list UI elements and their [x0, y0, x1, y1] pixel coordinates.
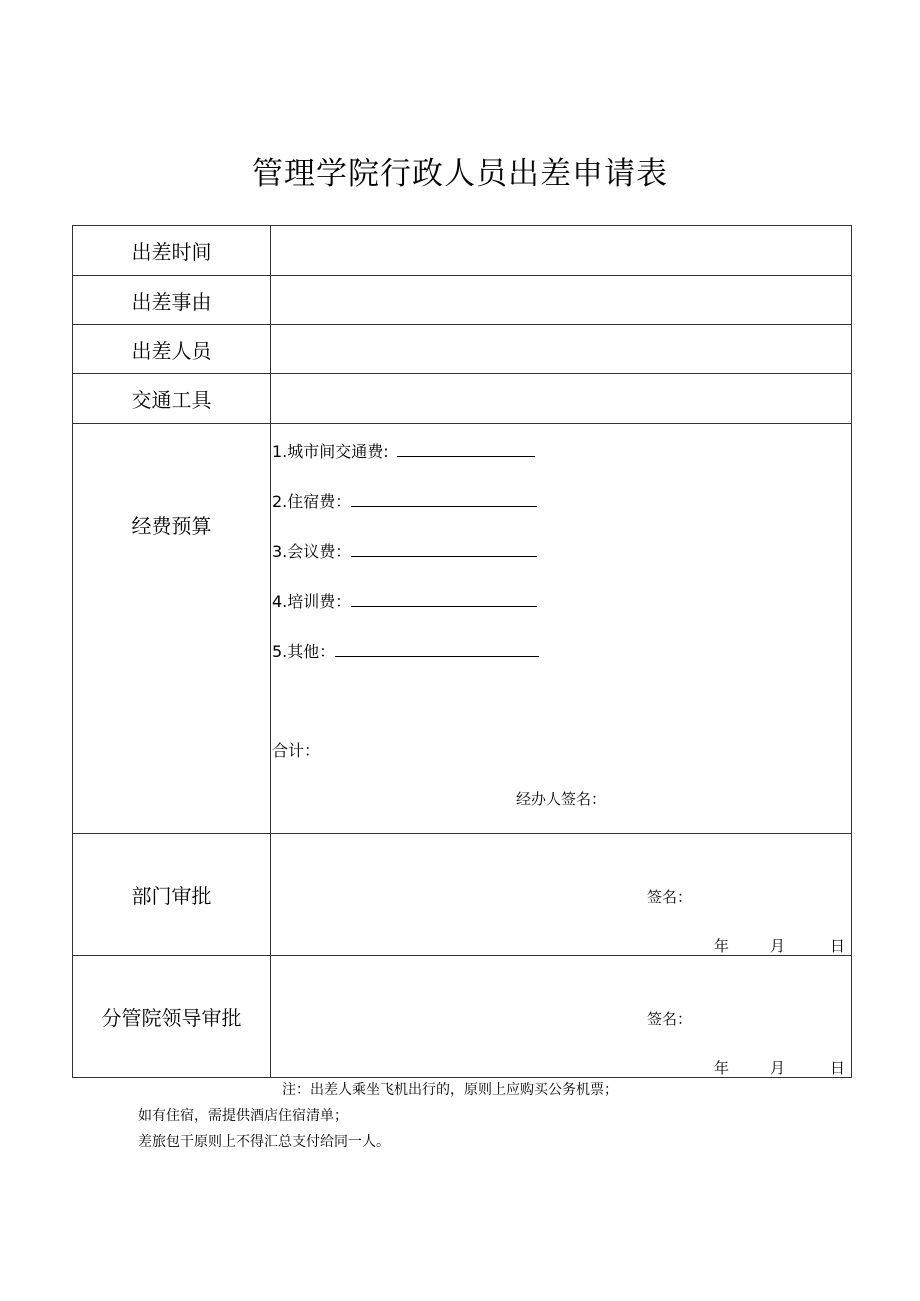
field-time[interactable]	[271, 226, 852, 276]
leader-month-label: 月	[770, 1059, 786, 1077]
leader-year-label: 年	[714, 1059, 730, 1077]
row-leader-approval	[73, 956, 852, 1078]
field-transport[interactable]	[271, 374, 852, 424]
budget-item-other-label: 5.其他：	[272, 642, 336, 661]
budget-item-meeting-label: 3.会议费：	[272, 542, 352, 561]
budget-item-training-label: 4.培训费：	[272, 592, 352, 611]
budget-item-lodging-label: 2.住宿费：	[272, 492, 352, 511]
budget-item-lodging	[272, 489, 537, 512]
label-persons: 出差人员	[73, 325, 271, 374]
dept-year-label: 年	[714, 937, 730, 955]
field-persons[interactable]	[271, 325, 852, 374]
row-persons	[73, 325, 852, 374]
field-leader-approval[interactable]	[271, 956, 852, 1078]
note-line-1: 注：出差人乘坐飞机出行的，原则上应购买公务机票；	[282, 1082, 618, 1098]
dept-day-label: 日	[830, 937, 846, 955]
label-time: 出差时间	[73, 226, 271, 276]
dept-sign-label: 签名：	[647, 888, 693, 906]
label-transport: 交通工具	[73, 374, 271, 424]
budget-lodging-blank[interactable]	[351, 492, 537, 507]
field-dept-approval[interactable]	[271, 834, 852, 956]
row-transport	[73, 374, 852, 424]
budget-item-intercity-label: 1.城市间交通费:	[272, 442, 389, 461]
row-dept-approval	[73, 834, 852, 956]
form-title: 管理学院行政人员出差申请表	[252, 156, 668, 192]
leader-sign-label: 签名：	[647, 1010, 693, 1028]
leader-day-label: 日	[830, 1059, 846, 1077]
field-budget	[271, 424, 852, 834]
label-leader-approval: 分管院领导审批	[73, 956, 271, 1078]
application-form	[72, 225, 852, 1078]
budget-other-blank[interactable]	[335, 642, 539, 657]
budget-item-other	[272, 639, 539, 662]
budget-meeting-blank[interactable]	[351, 542, 537, 557]
row-budget	[73, 424, 852, 834]
dept-month-label: 月	[770, 937, 786, 955]
budget-item-intercity	[272, 439, 535, 462]
budget-training-blank[interactable]	[351, 592, 537, 607]
budget-intercity-blank[interactable]	[397, 442, 535, 457]
label-budget: 经费预算	[73, 424, 271, 834]
row-reason	[73, 276, 852, 325]
handler-signature-label: 经办人签名：	[516, 790, 607, 808]
budget-item-meeting	[272, 539, 537, 562]
budget-total-label: 合计：	[272, 741, 321, 760]
label-reason: 出差事由	[73, 276, 271, 325]
row-time	[73, 226, 852, 276]
note-line-2: 如有住宿，需提供酒店住宿清单；	[138, 1108, 348, 1124]
budget-item-training	[272, 589, 537, 612]
note-line-3: 差旅包干原则上不得汇总支付给同一人。	[138, 1134, 390, 1150]
label-dept-approval: 部门审批	[73, 834, 271, 956]
field-reason[interactable]	[271, 276, 852, 325]
